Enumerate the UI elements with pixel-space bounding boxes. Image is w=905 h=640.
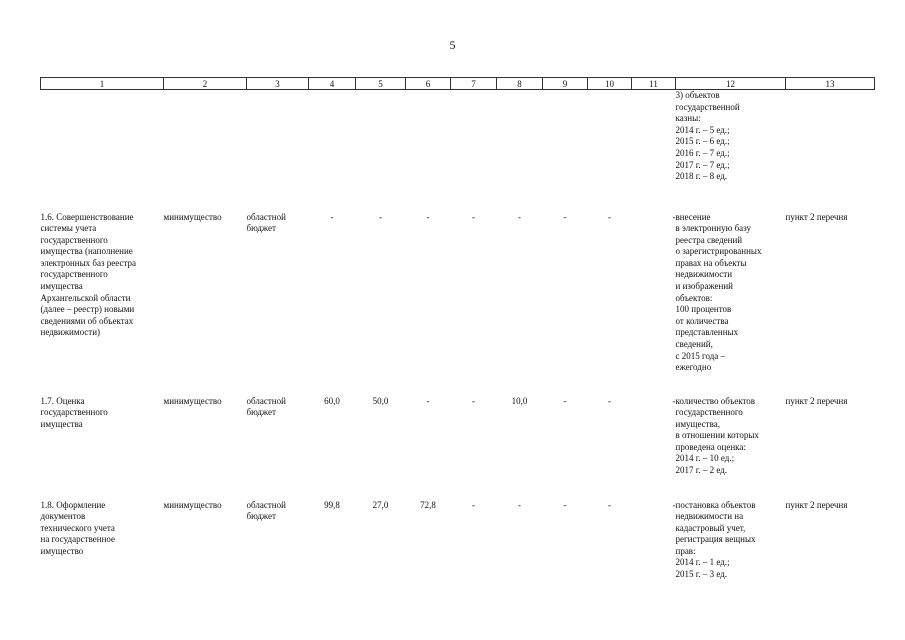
indicator-line: сведений, xyxy=(675,339,713,350)
continuation-indicator xyxy=(676,90,786,212)
reference-cell: пункт 2 перечня xyxy=(785,395,848,406)
value-cell: - xyxy=(608,499,611,510)
indicator-line: внесение xyxy=(675,211,711,222)
funding-source xyxy=(247,500,309,590)
value-cell: 60,0 xyxy=(324,395,340,406)
column-header: 9 xyxy=(543,78,588,90)
indicator-line: имущества, xyxy=(675,418,720,429)
value-cell: - xyxy=(472,395,475,406)
value-cell: - xyxy=(379,211,382,222)
indicator-line: объектов: xyxy=(675,292,713,303)
value-cell: 27,0 xyxy=(372,499,389,510)
indicator-line: недвижимости xyxy=(675,269,733,280)
value-cell: - xyxy=(426,395,430,406)
value-cell: 50,0 xyxy=(372,395,389,406)
value-cell: - xyxy=(563,499,567,510)
value-cell: - xyxy=(563,395,567,406)
value-cell: - xyxy=(518,211,521,222)
indicator-line: государственного xyxy=(675,407,743,418)
name-line: Архангельской области xyxy=(40,292,131,303)
indicator-cell xyxy=(676,396,786,500)
executor-cell: минимущество xyxy=(163,211,222,222)
executor-cell: минимущество xyxy=(163,499,222,510)
column-header: 7 xyxy=(451,78,497,90)
table-row xyxy=(41,396,875,500)
value-cell: 10,0 xyxy=(511,395,528,406)
reference-cell: пункт 2 перечня xyxy=(785,499,848,510)
value-cell: - xyxy=(330,211,334,222)
executor-cell: минимущество xyxy=(163,395,222,406)
indicator-line: в электронную базу xyxy=(675,223,752,234)
column-header: 11 xyxy=(632,78,676,90)
page-number: 5 xyxy=(449,38,456,52)
table-row xyxy=(41,212,875,396)
indicator-line: казны: xyxy=(675,113,701,124)
name-line: документов xyxy=(40,511,86,522)
table-row xyxy=(41,500,875,590)
column-header: 6 xyxy=(406,78,451,90)
indicator-line: 2015 г. – 3 ед. xyxy=(675,569,728,580)
column-header: 12 xyxy=(676,78,786,90)
value-cell: - xyxy=(472,499,475,510)
indicator-line: представленных xyxy=(675,327,739,338)
name-line: имущество xyxy=(40,545,84,556)
funding-source xyxy=(247,212,309,396)
indicator-line: правах на объекты xyxy=(675,257,747,268)
column-header: 3 xyxy=(247,78,309,90)
measure-name xyxy=(41,212,164,396)
value-cell: - xyxy=(672,211,676,222)
name-line: имущества xyxy=(40,418,83,429)
indicator-line: 100 процентов xyxy=(675,304,732,315)
continuation-row xyxy=(41,90,875,212)
name-line: технического учета xyxy=(40,522,115,533)
indicator-line: 2017 г. – 2 ед. xyxy=(675,465,728,476)
indicator-line: 3) объектов xyxy=(675,90,720,100)
value-cell: 99,8 xyxy=(324,499,340,510)
column-header: 8 xyxy=(497,78,543,90)
name-line: 1.6. Совершенствование xyxy=(40,211,134,222)
indicator-line: 2016 г. – 7 ед.; xyxy=(675,147,730,158)
funding-source xyxy=(247,396,309,500)
value-cell: - xyxy=(672,499,676,510)
source-line: областной xyxy=(246,211,286,222)
name-line: 1.8. Оформление xyxy=(40,499,106,510)
name-line: государственного xyxy=(40,407,108,418)
value-cell: - xyxy=(608,211,611,222)
indicator-line: прав: xyxy=(675,545,696,556)
indicator-cell xyxy=(676,212,786,396)
value-cell: - xyxy=(518,499,521,510)
indicator-line: 2014 г. – 10 ед.; xyxy=(675,453,735,464)
indicator-line: ежегодно xyxy=(675,362,712,373)
source-line: бюджет xyxy=(246,223,276,234)
indicator-line: и изображений xyxy=(675,281,734,292)
column-header: 13 xyxy=(786,78,875,90)
measure-name xyxy=(41,396,164,500)
name-line: (далее – реестр) новыми xyxy=(40,304,135,315)
name-line: сведениями об объектах xyxy=(40,315,134,326)
column-header: 10 xyxy=(588,78,632,90)
value-cell: - xyxy=(472,211,475,222)
value-cell: - xyxy=(608,395,611,406)
indicator-cell xyxy=(676,500,786,590)
name-line: имущества (наполнение xyxy=(40,246,133,257)
indicator-line: 2014 г. – 5 ед.; xyxy=(675,124,730,135)
source-line: областной xyxy=(246,395,286,406)
name-line: государственного xyxy=(40,234,108,245)
source-line: бюджет xyxy=(246,511,276,522)
budget-table xyxy=(40,77,875,590)
name-line: на государственное xyxy=(40,534,115,545)
name-line: электронных баз реестра xyxy=(40,257,137,268)
indicator-line: проведена оценка: xyxy=(675,441,746,452)
indicator-line: регистрация вещных xyxy=(675,534,756,545)
indicator-line: от количества xyxy=(675,315,729,326)
name-line: государственного xyxy=(40,269,108,280)
name-line: имущества xyxy=(40,281,83,292)
indicator-line: с 2015 года – xyxy=(675,350,726,361)
indicator-line: кадастровый учет, xyxy=(675,522,746,533)
indicator-line: в отношении которых xyxy=(675,430,759,441)
column-header: 5 xyxy=(356,78,406,90)
source-line: областной xyxy=(246,499,286,510)
source-line: бюджет xyxy=(246,407,276,418)
indicator-line: количество объектов xyxy=(675,395,756,406)
column-header: 1 xyxy=(41,78,164,90)
indicator-line: постановка объектов xyxy=(675,499,756,510)
indicator-line: 2017 г. – 7 ед.; xyxy=(675,159,730,170)
value-cell: 72,8 xyxy=(420,499,436,510)
value-cell: - xyxy=(563,211,567,222)
header-row xyxy=(41,78,875,90)
measure-name xyxy=(41,500,164,590)
name-line: 1.7. Оценка xyxy=(40,395,85,406)
indicator-line: реестра сведений xyxy=(675,234,743,245)
indicator-line: 2014 г. – 1 ед.; xyxy=(675,557,730,568)
value-cell: - xyxy=(672,395,676,406)
value-cell: - xyxy=(426,211,430,222)
name-line: системы учета xyxy=(40,223,97,234)
name-line: недвижимости) xyxy=(40,327,101,338)
indicator-line: недвижимости на xyxy=(675,511,744,522)
column-header: 2 xyxy=(164,78,247,90)
indicator-line: 2015 г. – 6 ед.; xyxy=(675,136,730,147)
indicator-line: о зарегистрированных xyxy=(675,246,762,257)
indicator-line: государственной xyxy=(675,101,740,112)
indicator-line: 2018 г. – 8 ед. xyxy=(675,171,728,182)
column-header: 4 xyxy=(309,78,356,90)
reference-cell: пункт 2 перечня xyxy=(785,211,848,222)
